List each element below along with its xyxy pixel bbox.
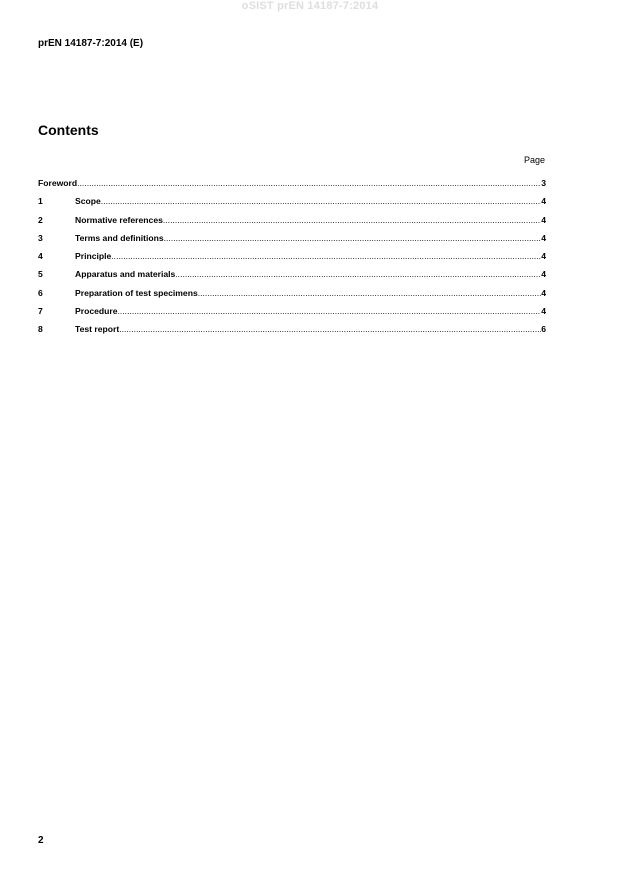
toc-entry-page: 4 bbox=[541, 196, 546, 207]
toc-leader-dots bbox=[77, 178, 541, 188]
toc-entry-page: 4 bbox=[541, 306, 546, 317]
page-column-label: Page bbox=[523, 155, 545, 165]
toc-entry-normative-references[interactable] bbox=[38, 215, 546, 233]
toc-entry-number: 8 bbox=[38, 324, 43, 335]
toc-entry-apparatus-and-materials[interactable] bbox=[38, 269, 546, 287]
toc-entry-number: 5 bbox=[38, 269, 43, 280]
toc-leader-dots bbox=[175, 269, 541, 279]
watermark: oSIST prEN 14187-7:2014 bbox=[241, 0, 379, 12]
toc-entry-preparation-of-test-specimens[interactable] bbox=[38, 288, 546, 306]
toc-leader-dots bbox=[119, 324, 541, 334]
toc-entry-number: 2 bbox=[38, 214, 43, 225]
toc-entry-procedure[interactable] bbox=[38, 306, 546, 324]
toc-entry-page: 6 bbox=[541, 324, 546, 335]
toc-entry-label: Preparation of test specimens bbox=[75, 287, 198, 298]
toc-entry-number: 3 bbox=[38, 232, 43, 243]
toc-entry-test-report[interactable] bbox=[38, 324, 546, 342]
toc-leader-dots bbox=[198, 288, 541, 298]
toc-entry-scope[interactable] bbox=[38, 196, 546, 214]
contents-title: Contents bbox=[38, 122, 99, 138]
toc-entry-number: 7 bbox=[38, 306, 43, 317]
table-of-contents bbox=[38, 178, 546, 343]
toc-entry-label: Foreword bbox=[38, 178, 78, 188]
toc-leader-dots bbox=[118, 306, 542, 316]
toc-entry-page: 4 bbox=[541, 214, 546, 225]
toc-entry-principle[interactable] bbox=[38, 251, 546, 269]
toc-entry-label: Test report bbox=[75, 324, 120, 335]
page-number: 2 bbox=[38, 835, 44, 846]
toc-entry-label: Scope bbox=[75, 196, 101, 207]
toc-entry-page: 4 bbox=[541, 287, 546, 298]
toc-entry-page: 4 bbox=[541, 269, 546, 280]
toc-entry-terms-and-definitions[interactable] bbox=[38, 233, 546, 251]
toc-entry-label: Terms and definitions bbox=[75, 232, 164, 243]
toc-leader-dots bbox=[101, 196, 541, 206]
toc-entry-number: 6 bbox=[38, 287, 43, 298]
toc-entry-label: Normative references bbox=[75, 214, 163, 225]
toc-entry-number: 1 bbox=[38, 196, 43, 207]
toc-entry-label: Procedure bbox=[75, 306, 118, 317]
document-reference: prEN 14187-7:2014 (E) bbox=[38, 38, 144, 49]
toc-entry-number: 4 bbox=[38, 251, 43, 262]
toc-entry-page: 4 bbox=[541, 251, 546, 262]
toc-entry-page: 4 bbox=[541, 232, 546, 243]
toc-entry-page: 3 bbox=[541, 178, 546, 188]
toc-entry-foreword[interactable] bbox=[38, 178, 546, 196]
toc-leader-dots bbox=[164, 233, 542, 243]
toc-entry-label: Principle bbox=[75, 251, 112, 262]
toc-leader-dots bbox=[163, 215, 541, 225]
toc-entry-label: Apparatus and materials bbox=[75, 269, 176, 280]
toc-leader-dots bbox=[111, 251, 541, 261]
